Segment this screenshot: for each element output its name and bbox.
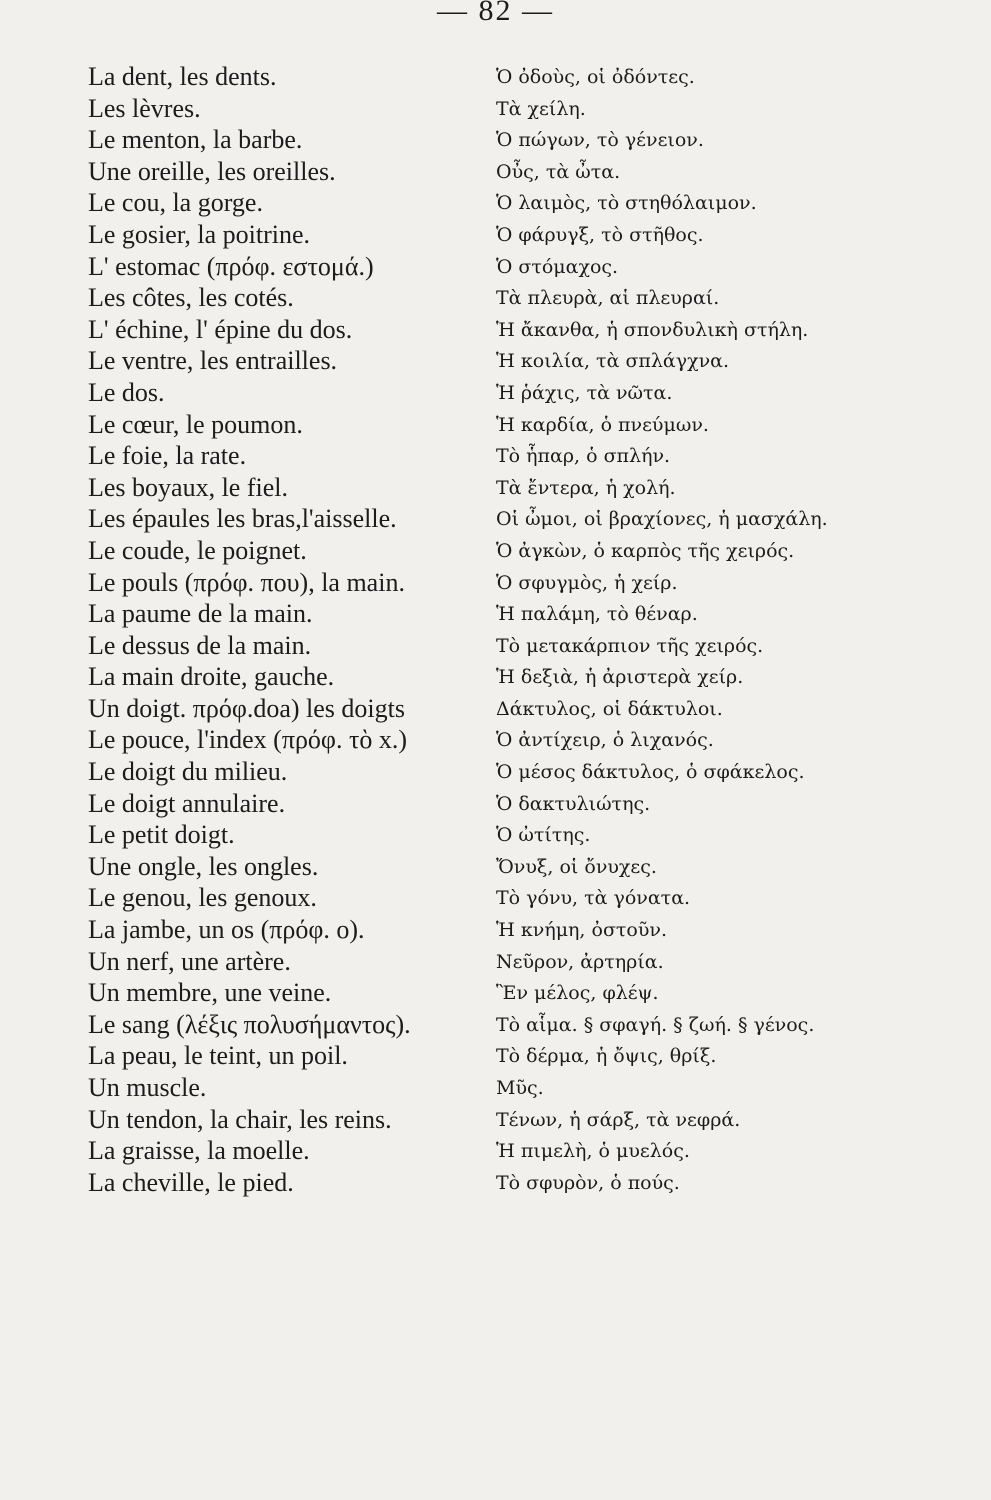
vocab-row bbox=[0, 947, 991, 979]
vocab-row bbox=[0, 725, 991, 757]
french-term: Une oreille, les oreilles. bbox=[88, 156, 336, 186]
french-term: Le sang (λέξις πολυσήμαντος). bbox=[88, 1009, 411, 1039]
vocab-row bbox=[0, 1105, 991, 1137]
french-term: Les lèvres. bbox=[88, 93, 201, 123]
greek-term: Ὁ σφυγμὸς, ἡ χείρ. bbox=[496, 571, 678, 594]
french-term: La dent, les dents. bbox=[88, 62, 277, 91]
vocab-row bbox=[0, 915, 991, 947]
greek-term: Τὸ σφυρὸν, ὁ πούς. bbox=[496, 1171, 680, 1194]
french-term: Le doigt annulaire. bbox=[88, 788, 286, 818]
vocab-row bbox=[0, 441, 991, 473]
greek-term: Δάκτυλος, οἱ δάκτυλοι. bbox=[496, 697, 723, 720]
vocab-row bbox=[0, 978, 991, 1010]
greek-term: Ὁ λαιμὸς, τὸ στηθόλαιμον. bbox=[496, 192, 757, 215]
greek-term: Ἡ πιμελὴ, ὁ μυελός. bbox=[496, 1140, 690, 1163]
french-term: L' échine, l' épine du dos. bbox=[88, 314, 353, 344]
greek-term: Τὰ πλευρὰ, αἱ πλευραί. bbox=[496, 287, 720, 310]
vocab-row bbox=[0, 883, 991, 915]
greek-term: Τὸ δέρμα, ἡ ὄψις, θρίξ. bbox=[496, 1045, 717, 1068]
greek-term: Νεῦρον, ἀρτηρία. bbox=[496, 950, 664, 973]
french-term: Un muscle. bbox=[88, 1073, 207, 1102]
greek-term: Τὸ αἷμα. § σφαγή. § ζωή. § γένος. bbox=[496, 1013, 815, 1036]
vocab-row bbox=[0, 188, 991, 220]
french-term: Le dessus de la main. bbox=[88, 630, 312, 660]
vocab-row bbox=[0, 283, 991, 315]
vocab-row bbox=[0, 820, 991, 852]
french-term: Le pouce, l'index (πρόφ. τὸ x.) bbox=[88, 725, 408, 755]
greek-term: Ἡ παλάμη, τὸ θέναρ. bbox=[496, 603, 698, 626]
greek-term: Ἡ ῥάχις, τὰ νῶτα. bbox=[496, 381, 673, 404]
greek-term: Ἡ καρδία, ὁ πνεύμων. bbox=[496, 413, 709, 436]
french-term: Le menton, la barbe. bbox=[88, 125, 303, 155]
french-term: Un nerf, une artère. bbox=[88, 946, 291, 976]
french-term: Un doigt. πρόφ.doa) les doigts bbox=[88, 693, 405, 723]
vocab-row bbox=[0, 315, 991, 347]
french-term: Le cœur, le poumon. bbox=[88, 409, 303, 439]
french-term: Un membre, une veine. bbox=[88, 978, 332, 1008]
vocab-row bbox=[0, 1010, 991, 1042]
greek-term: Τὸ γόνυ, τὰ γόνατα. bbox=[496, 887, 691, 910]
vocab-row bbox=[0, 599, 991, 631]
greek-term: Ὁ στόμαχος. bbox=[496, 255, 619, 278]
vocab-row bbox=[0, 473, 991, 505]
french-term: Le genou, les genoux. bbox=[88, 883, 317, 913]
vocab-row bbox=[0, 631, 991, 663]
french-term: La main droite, gauche. bbox=[88, 662, 335, 692]
french-term: Les épaules les bras,l'aisselle. bbox=[88, 504, 397, 534]
vocab-row bbox=[0, 852, 991, 884]
vocab-row bbox=[0, 662, 991, 694]
greek-term: Ὁ φάρυγξ, τὸ στῆθος. bbox=[496, 223, 704, 246]
french-term: Le dos. bbox=[88, 377, 165, 407]
vocab-row bbox=[0, 378, 991, 410]
vocab-row bbox=[0, 789, 991, 821]
greek-term: Τὸ μετακάρπιον τῆς χειρός. bbox=[496, 634, 764, 657]
greek-term: Τὸ ἧπαρ, ὁ σπλήν. bbox=[496, 445, 671, 468]
french-term: Une ongle, les ongles. bbox=[88, 851, 319, 881]
vocab-row bbox=[0, 568, 991, 600]
vocabulary-list bbox=[0, 62, 991, 1199]
vocab-row bbox=[0, 157, 991, 189]
vocab-row bbox=[0, 1073, 991, 1105]
vocab-row bbox=[0, 694, 991, 726]
greek-term: Τὰ ἔντερα, ἡ χολή. bbox=[496, 476, 676, 499]
vocab-row bbox=[0, 504, 991, 536]
french-term: Le petit doigt. bbox=[88, 820, 235, 850]
greek-term: Ὁ ἀγκὼν, ὁ καρπὸς τῆς χειρός. bbox=[496, 539, 795, 562]
greek-term: Οὖς, τὰ ὦτα. bbox=[496, 160, 621, 183]
french-term: Le coude, le poignet. bbox=[88, 535, 307, 565]
french-term: La cheville, le pied. bbox=[88, 1167, 294, 1197]
vocab-row bbox=[0, 757, 991, 789]
french-term: La peau, le teint, un poil. bbox=[88, 1041, 348, 1071]
french-term: La jambe, un os (πρόφ. ο). bbox=[88, 915, 365, 945]
vocab-row bbox=[0, 1041, 991, 1073]
greek-term: Ἡ ἄκανθα, ἡ σπονδυλικὴ στήλη. bbox=[496, 318, 809, 341]
french-term: L' estomac (πρόφ. εστομά.) bbox=[88, 251, 374, 281]
greek-term: Ὁ ἀντίχειρ, ὁ λιχανός. bbox=[496, 729, 714, 752]
vocab-row bbox=[0, 62, 991, 94]
page-number: — 82 — bbox=[437, 0, 554, 27]
greek-term: Ὁ δακτυλιώτης. bbox=[496, 792, 651, 815]
greek-term: Ὄνυξ, οἱ ὄνυχες. bbox=[496, 855, 657, 878]
french-term: Le gosier, la poitrine. bbox=[88, 219, 311, 249]
greek-term: Ὁ ὠτίτης. bbox=[496, 824, 591, 847]
greek-term: Οἱ ὦμοι, οἱ βραχίονες, ἡ μασχάλη. bbox=[496, 508, 828, 531]
greek-term: Ἡ δεξιὰ, ἡ ἀριστερὰ χείρ. bbox=[496, 666, 744, 689]
french-term: Un tendon, la chair, les reins. bbox=[88, 1104, 392, 1134]
vocab-row bbox=[0, 536, 991, 568]
french-term: Les côtes, les cotés. bbox=[88, 283, 294, 313]
vocab-row bbox=[0, 410, 991, 442]
vocab-row bbox=[0, 1168, 991, 1200]
french-term: La graisse, la moelle. bbox=[88, 1136, 310, 1166]
vocab-row bbox=[0, 125, 991, 157]
vocab-row bbox=[0, 94, 991, 126]
greek-term: Τὰ χείλη. bbox=[496, 97, 586, 120]
greek-term: Ὁ ὀδοὺς, οἱ ὀδόντες. bbox=[496, 66, 695, 88]
greek-term: Ὁ μέσος δάκτυλος, ὁ σφάκελος. bbox=[496, 761, 805, 784]
french-term: Le ventre, les entrailles. bbox=[88, 346, 338, 376]
vocab-row bbox=[0, 1136, 991, 1168]
vocab-row bbox=[0, 252, 991, 284]
vocab-row bbox=[0, 220, 991, 252]
french-term: Le cou, la gorge. bbox=[88, 188, 263, 218]
french-term: Les boyaux, le fiel. bbox=[88, 472, 288, 502]
greek-term: Ὁ πώγων, τὸ γένειον. bbox=[496, 129, 704, 152]
greek-term: Ἡ κοιλία, τὰ σπλάγχνα. bbox=[496, 350, 730, 373]
french-term: Le doigt du milieu. bbox=[88, 757, 288, 787]
greek-term: Ἡ κνήμη, ὀστοῦν. bbox=[496, 919, 668, 942]
french-term: Le pouls (πρόφ. που), la main. bbox=[88, 567, 405, 597]
greek-term: Τένων, ἡ σάρξ, τὰ νεφρά. bbox=[496, 1108, 741, 1131]
french-term: La paume de la main. bbox=[88, 599, 313, 629]
greek-term: Ἓν μέλος, φλέψ. bbox=[496, 982, 659, 1005]
french-term: Le foie, la rate. bbox=[88, 441, 247, 471]
greek-term: Μῦς. bbox=[496, 1077, 544, 1099]
vocab-row bbox=[0, 346, 991, 378]
